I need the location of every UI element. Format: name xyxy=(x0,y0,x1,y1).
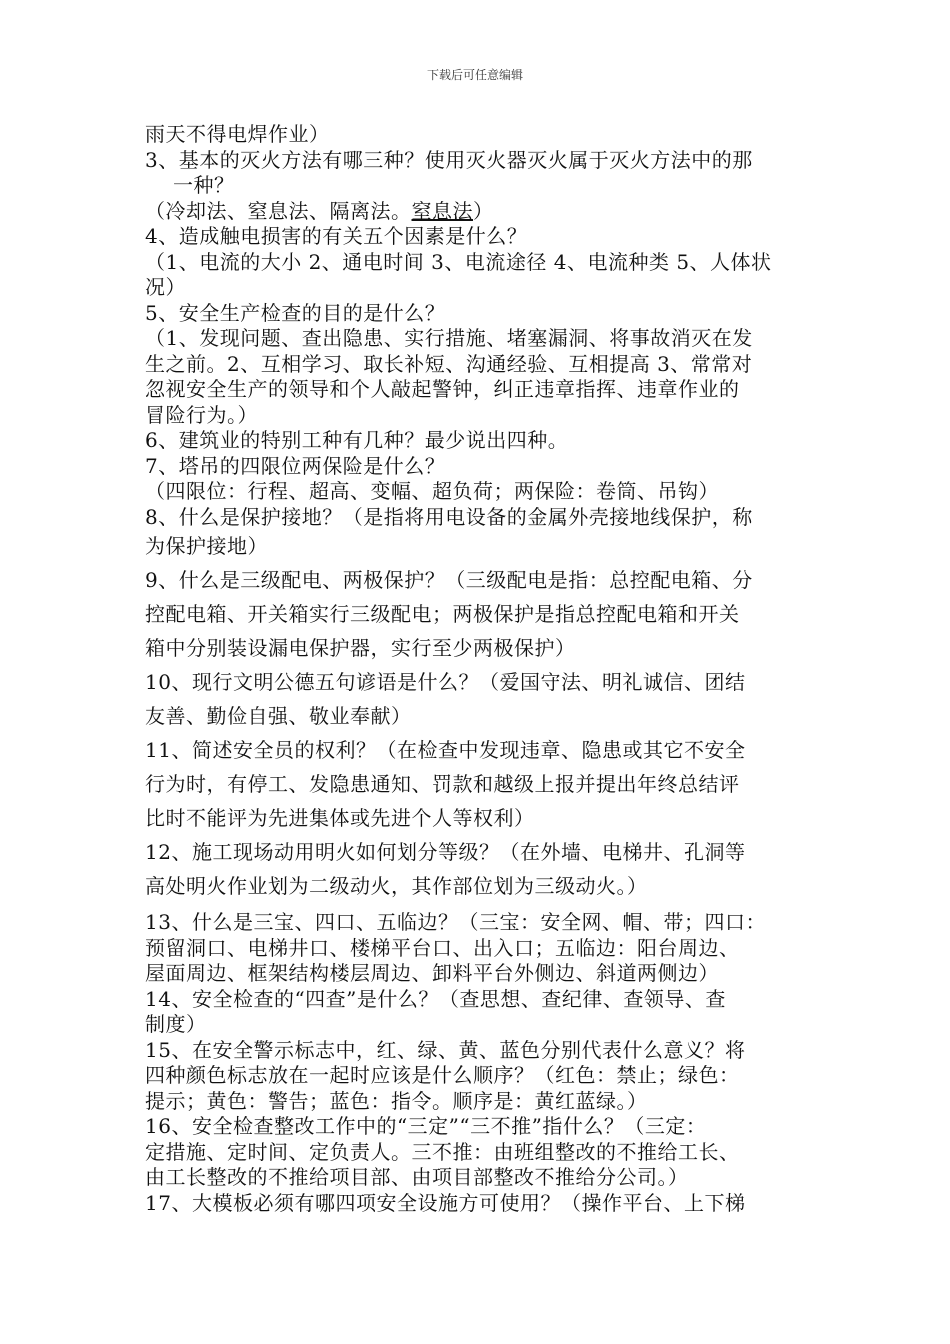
question-11: 11、简述安全员的权利？（在检查中发现违章、隐患或其它不安全 xyxy=(145,737,746,762)
text-line: 生之前。2、互相学习、取长补短、沟通经验、互相提高 3、常常对 xyxy=(145,351,753,376)
text-line: 忽视安全生产的领导和个人敲起警钟，纠正违章指挥、违章作业的 xyxy=(145,377,740,401)
question-12: 12、施工现场动用明火如何划分等级？（在外墙、电梯井、孔洞等 xyxy=(145,839,746,864)
text-line: 冒险行为。） xyxy=(145,402,258,427)
text-line: 屋面周边、框架结构楼层周边、卸料平台外侧边、斜道两侧边） xyxy=(145,961,719,985)
underlined-answer: 窒息法 xyxy=(411,198,473,223)
text-line: 比时不能评为先进集体或先进个人等权利） xyxy=(145,805,535,830)
question-15: 15、在安全警示标志中，红、绿、黄、蓝色分别代表什么意义？将 xyxy=(145,1037,746,1062)
question-4: 4、造成触电损害的有关五个因素是什么？ xyxy=(145,224,528,248)
text-line: 由工长整改的不推给项目部、由项目部整改不推给分公司。） xyxy=(145,1165,689,1189)
text-line: 一种？ xyxy=(173,173,235,197)
question-3: 3、基本的灭火方法有哪三种？使用灭火器灭火属于灭火方法中的那 xyxy=(145,147,753,172)
document-body xyxy=(145,122,825,1215)
text-line: 友善、勤俭自强、敬业奉献） xyxy=(145,703,412,728)
text-line: 定措施、定时间、定负责人。三不推：由班组整改的不推给工长、 xyxy=(145,1139,740,1164)
question-17: 17、大模板必须有哪四项安全设施方可使用？（操作平台、上下梯 xyxy=(145,1190,746,1215)
question-7: 7、塔吊的四限位两保险是什么？ xyxy=(145,453,446,478)
question-6: 6、建筑业的特别工种有几种？最少说出四种。 xyxy=(145,428,569,452)
text-line: 为保护接地） xyxy=(145,533,268,558)
text-line: 制度） xyxy=(145,1012,207,1036)
text-line: 况） xyxy=(145,275,186,299)
text-line: 行为时，有停工、发隐患通知、罚款和越级上报并提出年终总结评 xyxy=(145,771,740,796)
text-line: 提示；黄色：警告；蓝色：指令。顺序是：黄红蓝绿。） xyxy=(145,1088,648,1113)
answer-4: （1、电流的大小 2、通电时间 3、电流途径 4、电流种类 5、人体状 xyxy=(145,249,772,274)
text-line: 控配电箱、开关箱实行三级配电；两极保护是指总控配电箱和开关 xyxy=(145,601,740,626)
text-span: （冷却法、窒息法、隔离法。 xyxy=(145,198,412,223)
question-13: 13、什么是三宝、四口、五临边？（三宝：安全网、帽、带；四口： xyxy=(145,910,766,934)
text-line: 雨天不得电焊作业） xyxy=(145,122,330,146)
question-16: 16、安全检查整改工作中的“三定”“三不推”指什么？（三定： xyxy=(145,1114,707,1138)
answer-3 xyxy=(145,199,825,223)
question-10: 10、现行文明公德五句谚语是什么？（爱国守法、明礼诚信、团结 xyxy=(145,669,746,694)
question-14: 14、安全检查的“四查”是什么？（查思想、查纪律、查领导、查 xyxy=(145,986,726,1011)
answer-7: （四限位：行程、超高、变幅、超负荷；两保险：卷筒、吊钩） xyxy=(145,479,719,503)
text-line: 预留洞口、电梯井口、楼梯平台口、出入口；五临边：阳台周边、 xyxy=(145,935,740,960)
question-5: 5、安全生产检查的目的是什么？ xyxy=(145,300,446,325)
page-header: 下载后可任意编辑 xyxy=(426,68,523,82)
text-line: 四种颜色标志放在一起时应该是什么顺序？（红色：禁止；绿色： xyxy=(145,1063,740,1087)
text-line: 高处明火作业划为二级动火，其作部位划为三级动火。） xyxy=(145,873,648,898)
answer-5: （1、发现问题、查出隐患、实行措施、堵塞漏洞、将事故消灭在发 xyxy=(145,326,753,350)
question-8: 8、什么是保护接地？（是指将用电设备的金属外壳接地线保护，称 xyxy=(145,504,753,529)
text-line: 箱中分别装设漏电保护器，实行至少两极保护） xyxy=(145,635,576,660)
question-9: 9、什么是三级配电、两极保护？（三级配电是指：总控配电箱、分 xyxy=(145,567,753,592)
text-span: ） xyxy=(473,198,494,223)
